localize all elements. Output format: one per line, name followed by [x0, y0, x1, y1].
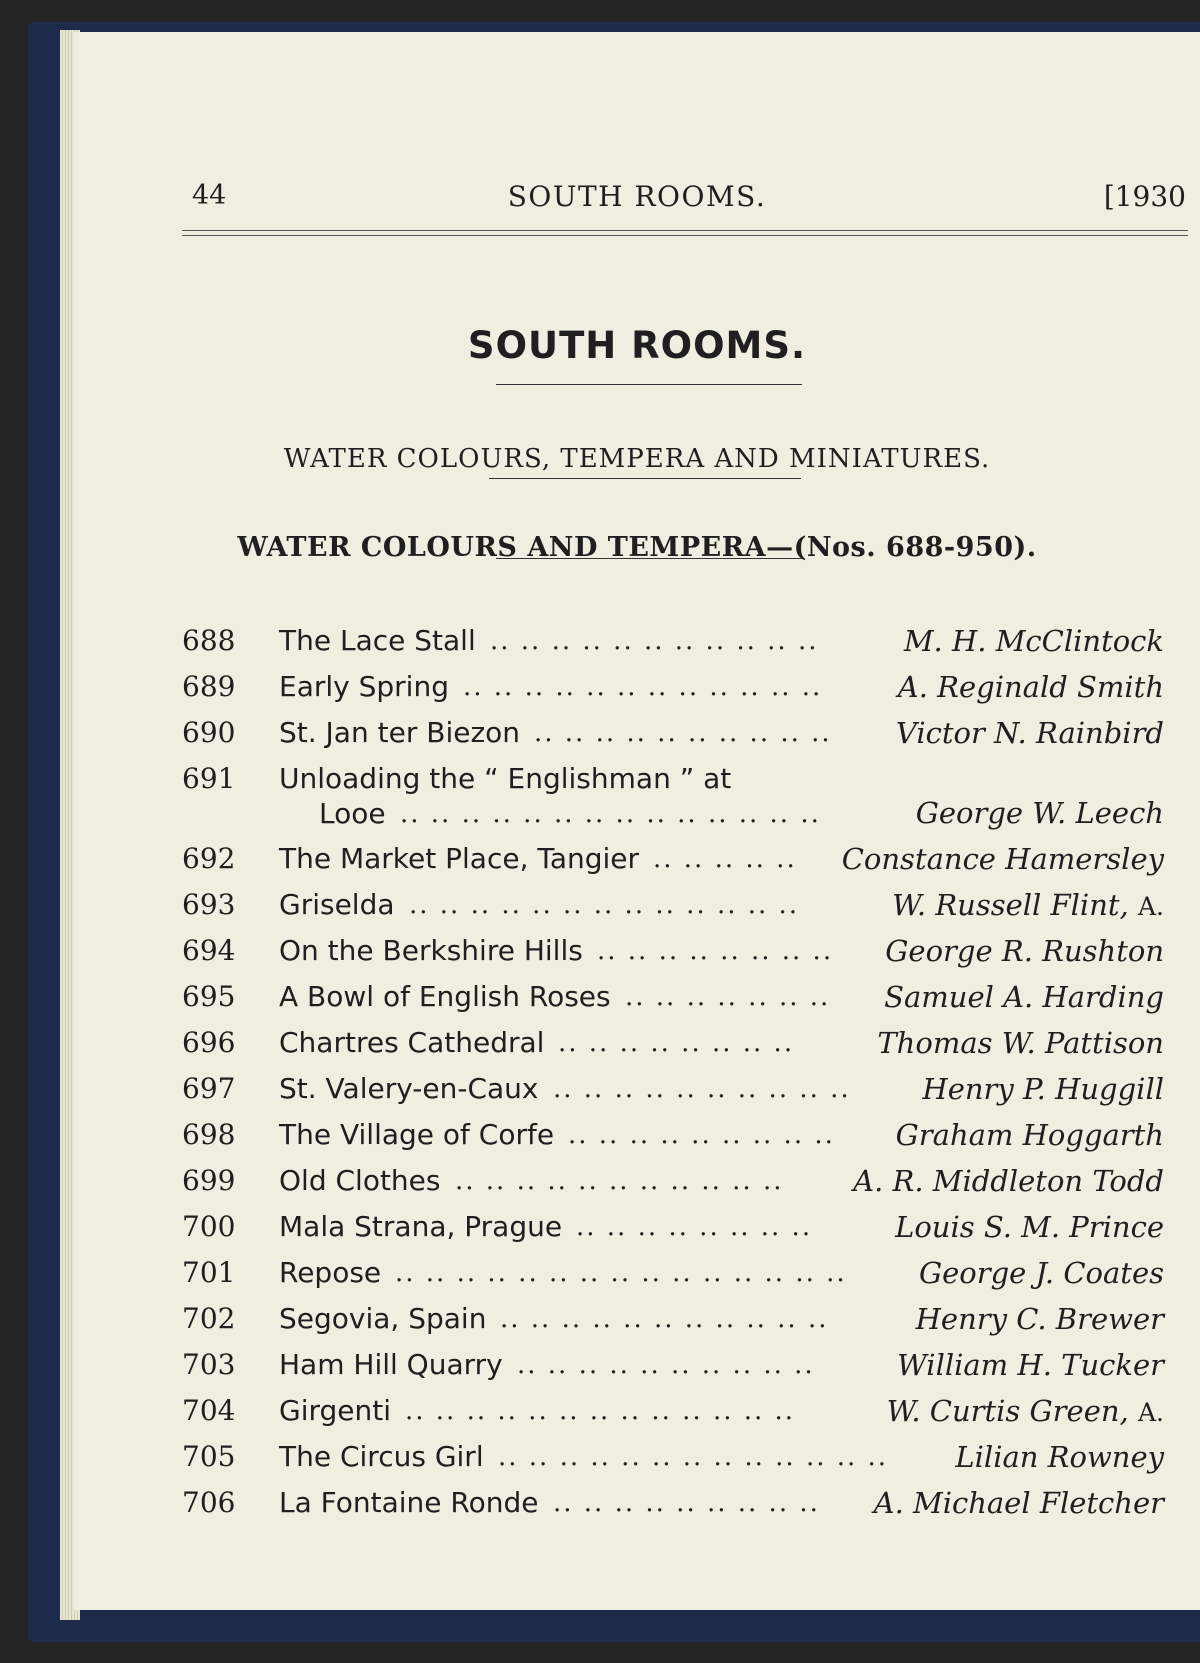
artist-name-text: Henry P. Huggill: [922, 1072, 1164, 1106]
rule-divider: [496, 384, 802, 385]
entry-title: The Village of Corfe: [279, 1118, 555, 1151]
catalogue-entry: [74, 1348, 1200, 1394]
artist-name: [853, 1164, 1164, 1198]
catalogue-entry: [74, 762, 1200, 842]
entry-title: The Circus Girl: [279, 1440, 484, 1473]
catalogue-entry: [74, 1440, 1200, 1486]
entry-title: La Fontaine Ronde: [279, 1486, 539, 1519]
year-label: [1930: [1103, 180, 1186, 213]
entry-list: [74, 624, 1200, 1532]
catalogue-entry: [74, 670, 1200, 716]
section-title: WATER COLOURS AND TEMPERA—(Nos. 688-950).: [237, 532, 1037, 563]
catalogue-entry: [74, 1394, 1200, 1440]
catalogue-entry: [74, 716, 1200, 762]
entry-number: 693: [182, 888, 236, 921]
entry-title: Segovia, Spain: [279, 1302, 487, 1335]
entry-number: 697: [182, 1072, 236, 1105]
academician-suffix: A.: [1137, 1398, 1164, 1427]
academician-suffix: A.: [1137, 892, 1164, 921]
leader-dots: .. .. .. .. .. .. .. .. .. .. .. .. .. ..: [400, 799, 821, 829]
leader-dots: .. .. .. .. .. .. .. .. .. ..: [553, 1074, 851, 1104]
leader-dots: .. .. .. .. .. .. .. .. .. .. ..: [455, 1166, 784, 1196]
catalogue-entry: [74, 1072, 1200, 1118]
artist-name-text: Victor N. Rainbird: [895, 716, 1164, 750]
leader-dots: .. .. .. .. .. .. .. .. ..: [568, 1120, 835, 1150]
catalogue-entry: [74, 624, 1200, 670]
leader-dots: .. .. .. .. .. .. .. ..: [576, 1212, 813, 1242]
entry-number: 695: [182, 980, 236, 1013]
leader-dots: .. .. .. .. .. .. .. .. .. .. ..: [490, 626, 819, 656]
leader-dots: .. .. .. .. .. .. .. ..: [597, 936, 834, 966]
entry-number: 702: [182, 1302, 236, 1335]
artist-name: [896, 1118, 1164, 1152]
entry-number: 694: [182, 934, 236, 967]
entry-title: St. Jan ter Biezon: [279, 716, 521, 749]
entry-title: On the Berkshire Hills: [279, 934, 583, 967]
entry-number: 690: [182, 716, 236, 749]
catalogue-entry: [74, 1210, 1200, 1256]
artist-name-text: A. Reginald Smith: [897, 670, 1164, 704]
artist-name: [887, 1394, 1164, 1428]
running-head: [74, 180, 1200, 220]
artist-name: [896, 716, 1164, 750]
artist-name-text: George W. Leech: [915, 796, 1164, 830]
artist-name-text: Henry C. Brewer: [915, 1302, 1164, 1336]
artist-name: [919, 1256, 1164, 1290]
entry-number: 689: [182, 670, 236, 703]
rule-divider: [489, 478, 801, 479]
leader-dots: .. .. .. .. .. .. .. .. ..: [553, 1488, 820, 1518]
catalogue-entry: [74, 888, 1200, 934]
leader-dots: .. .. .. .. .. .. ..: [625, 982, 831, 1012]
entry-title: Early Spring: [279, 670, 449, 703]
leader-dots: .. .. .. .. ..: [653, 844, 797, 874]
artist-name: [916, 1302, 1164, 1336]
artist-name: [842, 842, 1164, 876]
artist-name-text: George R. Rushton: [885, 934, 1164, 968]
artist-name-text: Samuel A. Harding: [884, 980, 1164, 1014]
entry-number: 691: [182, 762, 236, 795]
catalogue-entry: [74, 1118, 1200, 1164]
entry-title: Unloading the “ Englishman ” at: [279, 762, 732, 795]
entry-title: Repose: [279, 1256, 382, 1289]
artist-name-text: Constance Hamersley: [841, 842, 1164, 876]
artist-name-text: Lilian Rowney: [955, 1440, 1164, 1474]
artist-name: [895, 1210, 1164, 1244]
entry-title: St. Valery-en-Caux: [279, 1072, 539, 1105]
catalogue-entry: [74, 934, 1200, 980]
leader-dots: .. .. .. .. .. .. .. .. .. .. ..: [500, 1304, 829, 1334]
leader-dots: .. .. .. .. .. .. .. .. .. .. .. .. .. .. ..: [395, 1258, 847, 1288]
artist-name: [877, 1026, 1164, 1060]
leader-dots: .. .. .. .. .. .. .. .. .. .. .. .. ..: [405, 1396, 796, 1426]
artist-name: [904, 624, 1164, 658]
artist-name: [955, 1440, 1164, 1474]
leader-dots: .. .. .. .. .. .. .. .. .. .. .. ..: [463, 672, 823, 702]
catalogue-entry: [74, 1486, 1200, 1532]
entry-title: Old Clothes: [279, 1164, 441, 1197]
artist-name-text: W. Russell Flint,: [892, 888, 1129, 922]
page-number: 44: [192, 180, 227, 211]
artist-name: [892, 888, 1164, 922]
entry-number: 696: [182, 1026, 236, 1059]
header-double-rule: [182, 230, 1188, 236]
catalogue-entry: [74, 1302, 1200, 1348]
entry-title: The Market Place, Tangier: [279, 842, 640, 875]
artist-name-text: A. R. Middleton Todd: [853, 1164, 1164, 1198]
artist-name: [898, 670, 1164, 704]
leader-dots: .. .. .. .. .. .. .. .. .. .. .. .. ..: [498, 1442, 889, 1472]
artist-name: [922, 1072, 1164, 1106]
entry-title: Girgenti: [279, 1394, 391, 1427]
leader-dots: .. .. .. .. .. .. .. .. .. ..: [517, 1350, 815, 1380]
entry-title: Mala Strana, Prague: [279, 1210, 563, 1243]
subheading: WATER COLOURS, TEMPERA AND MINIATURES.: [283, 444, 991, 474]
leader-dots: .. .. .. .. .. .. .. ..: [558, 1028, 795, 1058]
entry-title: Chartres Cathedral: [279, 1026, 545, 1059]
artist-name-text: William H. Tucker: [897, 1348, 1164, 1382]
artist-name: [897, 1348, 1164, 1382]
artist-name: [874, 1486, 1164, 1520]
catalogue-entry: [74, 842, 1200, 888]
entry-number: 700: [182, 1210, 236, 1243]
catalogue-page: [74, 32, 1200, 1610]
catalogue-entry: [74, 1256, 1200, 1302]
entry-number: 701: [182, 1256, 236, 1289]
entry-title-continued: Looe: [319, 797, 386, 830]
catalogue-entry: [74, 1164, 1200, 1210]
artist-name: [916, 796, 1164, 830]
artist-name-text: Thomas W. Pattison: [877, 1026, 1164, 1060]
entry-number: 688: [182, 624, 236, 657]
entry-number: 703: [182, 1348, 236, 1381]
entry-number: 705: [182, 1440, 236, 1473]
artist-name: [884, 980, 1164, 1014]
artist-name-text: W. Curtis Green,: [886, 1394, 1129, 1428]
rule-divider: [496, 558, 802, 559]
entry-number: 699: [182, 1164, 236, 1197]
catalogue-entry: [74, 980, 1200, 1026]
entry-title: The Lace Stall: [279, 624, 476, 657]
artist-name: [885, 934, 1164, 968]
artist-name-text: M. H. McClintock: [903, 624, 1164, 658]
artist-name-text: Graham Hoggarth: [895, 1118, 1164, 1152]
leader-dots: .. .. .. .. .. .. .. .. .. .. .. .. ..: [409, 890, 800, 920]
entry-title: Griselda: [279, 888, 395, 921]
entry-title: Ham Hill Quarry: [279, 1348, 503, 1381]
page-heading: SOUTH ROOMS.: [467, 324, 807, 367]
running-title: SOUTH ROOMS.: [507, 180, 767, 213]
leader-dots: .. .. .. .. .. .. .. .. .. ..: [534, 718, 832, 748]
catalogue-entry: [74, 1026, 1200, 1072]
entry-title: A Bowl of English Roses: [279, 980, 611, 1013]
entry-number: 706: [182, 1486, 236, 1519]
entry-number: 698: [182, 1118, 236, 1151]
entry-number: 692: [182, 842, 236, 875]
artist-name-text: Louis S. M. Prince: [895, 1210, 1164, 1244]
entry-number: 704: [182, 1394, 236, 1427]
artist-name-text: George J. Coates: [918, 1256, 1164, 1290]
artist-name-text: A. Michael Fletcher: [873, 1486, 1164, 1520]
